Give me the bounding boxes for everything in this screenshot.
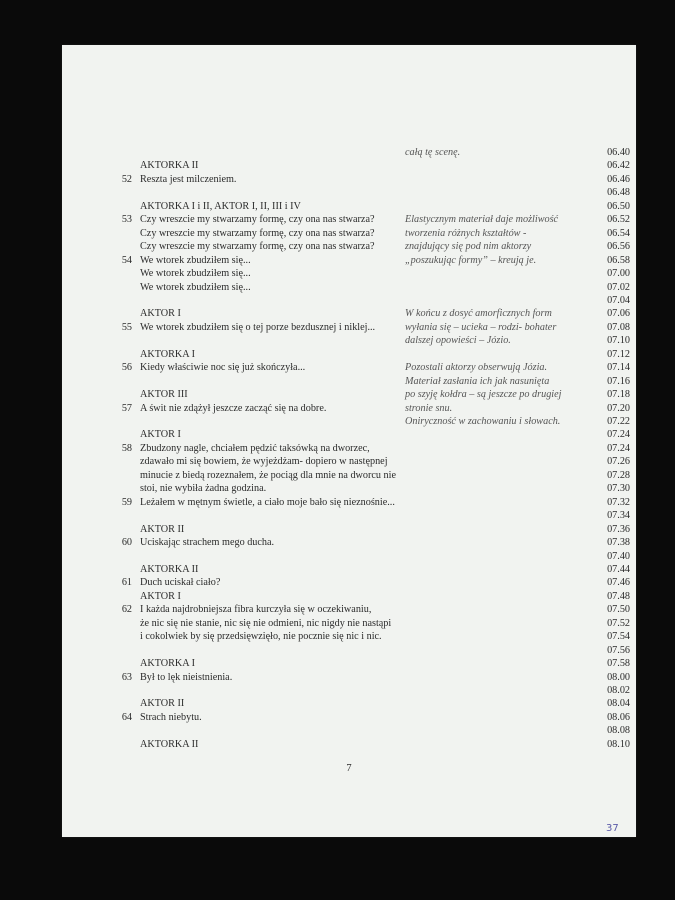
script-row (62, 321, 636, 334)
line-number: 59 (121, 496, 132, 508)
script-text: AKTORKA I (140, 658, 195, 670)
timecode: 06.58 (607, 254, 630, 266)
line-number: 60 (121, 537, 132, 549)
script-row (62, 442, 636, 455)
timecode: 06.54 (607, 227, 630, 239)
script-row (62, 254, 636, 267)
script-text: We wtorek zbudziłem się... (140, 281, 251, 293)
script-row (62, 590, 636, 603)
script-row (62, 227, 636, 240)
line-number: 53 (121, 214, 132, 226)
stage-note: po szyję kołdra – są jeszcze po drugiej (405, 389, 562, 401)
script-text: AKTORKA I i II, AKTOR I, II, III i IV (140, 200, 301, 212)
script-text: że nic się nie stanie, nic się nie odmieni, nic nigdy nie nastąpi (140, 617, 392, 629)
stage-note: całą tę scenę. (405, 147, 461, 158)
script-text: Strach niebytu. (140, 711, 202, 723)
script-text: AKTOR I (140, 429, 181, 441)
script-row (62, 173, 636, 186)
script-row (62, 671, 636, 684)
stage-note: wyłania się – ucieka – rodzi- bohater (405, 321, 557, 333)
timecode: 06.50 (607, 200, 630, 212)
line-number: 56 (121, 362, 132, 374)
timecode: 08.10 (607, 738, 630, 750)
script-row (62, 428, 636, 441)
timecode: 06.42 (607, 160, 630, 172)
script-row (62, 697, 636, 710)
script-row (62, 334, 636, 347)
script-row (62, 482, 636, 495)
stage-note: W końcu z dosyć amorficznych form (405, 308, 552, 320)
timecode: 07.40 (607, 550, 630, 562)
stage-note: Pozostali aktorzy obserwują Józia. (405, 362, 548, 374)
script-row (62, 361, 636, 374)
timecode: 07.34 (607, 510, 630, 522)
script-text: I każda najdrobniejsza fibra kurczyła się w oczekiwaniu, (140, 604, 372, 616)
script-row (62, 630, 636, 643)
line-number: 61 (121, 577, 132, 589)
script-text: zdawało mi się bowiem, że wyjeżdżam- dopiero w następnej (140, 456, 388, 468)
script-text: Czy wreszcie my stwarzamy formę, czy ona nas stwarza? (140, 241, 375, 253)
line-number: 55 (121, 321, 132, 333)
line-number: 63 (121, 671, 132, 683)
script-row (62, 684, 636, 697)
timecode: 07.24 (607, 429, 630, 441)
script-row (62, 402, 636, 415)
timecode: 07.24 (607, 442, 630, 454)
script-row (62, 186, 636, 199)
timecode: 07.12 (607, 348, 630, 360)
script-row (62, 469, 636, 482)
line-number: 64 (121, 711, 132, 723)
script-text: Czy wreszcie my stwarzamy formę, czy ona nas stwarza? (140, 227, 375, 239)
timecode: 07.02 (607, 281, 630, 293)
line-number: 57 (121, 402, 132, 414)
script-row (62, 240, 636, 253)
timecode: 07.04 (607, 294, 630, 306)
stage-note: dalszej opowieści – Józio. (405, 335, 511, 347)
script-row (62, 563, 636, 576)
timecode: 07.22 (607, 416, 630, 427)
stage-note: stronie snu. (405, 402, 453, 414)
timecode: 07.10 (607, 335, 630, 347)
script-row (62, 509, 636, 522)
script-row (62, 711, 636, 724)
script-text: Duch uciskał ciało? (140, 577, 221, 589)
stage-note: „poszukując formy” – kreują je. (405, 254, 537, 266)
script-row (62, 576, 636, 589)
script-text: Leżałem w mętnym świetle, a ciało moje bało się nieznośnie... (140, 496, 395, 508)
script-text: AKTOR I (140, 308, 181, 320)
timecode: 07.20 (607, 402, 630, 414)
timecode: 07.00 (607, 268, 630, 280)
script-row (62, 159, 636, 172)
stage-note: Elastycznym materiał daje możliwość (405, 214, 559, 226)
script-row (62, 200, 636, 213)
timecode: 06.52 (607, 214, 630, 226)
script-text: We wtorek zbudziłem się... (140, 254, 251, 266)
script-text: A świt nie zdążył jeszcze zacząć się na dobre. (140, 402, 327, 414)
script-text: Kiedy właściwie noc się już skończyła... (140, 362, 306, 374)
script-row (62, 617, 636, 630)
script-row (62, 603, 636, 616)
timecode: 08.00 (607, 671, 630, 683)
script-row (62, 375, 636, 388)
timecode: 07.30 (607, 483, 630, 495)
script-text: Był to lęk nieistnienia. (140, 671, 233, 683)
script-text: Reszta jest milczeniem. (140, 173, 237, 185)
script-row (62, 724, 636, 737)
timecode: 07.18 (607, 389, 630, 401)
script-text: AKTORKA II (140, 563, 199, 575)
timecode: 06.40 (607, 147, 630, 158)
script-text: i cokolwiek by się przedsięwzięło, nie pocznie się nic i nic. (140, 631, 382, 643)
handwritten-corner-mark: 37 (606, 823, 619, 834)
script-row (62, 348, 636, 361)
script-row (62, 146, 636, 159)
timecode: 07.58 (607, 658, 630, 670)
timecode: 07.36 (607, 523, 630, 535)
timecode: 06.48 (607, 187, 630, 199)
script-text: minucie z biedą rozeznałem, że pociąg dla mnie na dworcu nie (140, 469, 396, 481)
timecode: 08.04 (607, 698, 630, 710)
timecode: 07.26 (607, 456, 630, 468)
script-page (62, 45, 636, 837)
script-row (62, 657, 636, 670)
script-row (62, 281, 636, 294)
timecode: 07.32 (607, 496, 630, 508)
timecode: 07.16 (607, 375, 630, 387)
script-text: AKTORKA I (140, 348, 195, 360)
timecode: 07.48 (607, 590, 630, 602)
stage-note: znajdujący się pod nim aktorzy (405, 241, 532, 253)
script-text: AKTOR II (140, 523, 185, 535)
timecode: 07.08 (607, 321, 630, 333)
timecode: 08.06 (607, 711, 630, 723)
timecode: 07.44 (607, 563, 630, 575)
timecode: 08.02 (607, 685, 630, 696)
line-number: 62 (121, 604, 132, 616)
stage-note: tworzenia różnych kształtów - (405, 227, 527, 239)
script-text: stoi, nie wybiła żadna godzina. (140, 483, 267, 495)
timecode: 06.46 (607, 173, 630, 185)
timecode: 07.54 (607, 631, 630, 643)
script-text: We wtorek zbudziłem się... (140, 268, 251, 280)
script-row (62, 455, 636, 468)
script-text: AKTORKA II (140, 738, 199, 750)
timecode: 07.46 (607, 577, 630, 589)
script-text: AKTOR I (140, 590, 181, 602)
timecode: 07.56 (607, 644, 630, 656)
timecode: 07.52 (607, 617, 630, 629)
script-row (62, 536, 636, 549)
page-number: 7 (346, 763, 352, 774)
timecode: 07.06 (607, 308, 630, 320)
script-row (62, 496, 636, 509)
script-row (62, 415, 636, 428)
script-row (62, 267, 636, 280)
script-text: Uciskając strachem mego ducha. (140, 537, 275, 549)
line-number: 58 (121, 442, 132, 454)
timecode: 07.14 (607, 362, 630, 374)
line-number: 52 (121, 173, 132, 185)
timecode: 07.50 (607, 604, 630, 616)
script-row (62, 388, 636, 401)
timecode: 07.38 (607, 537, 630, 549)
stage-note: Materiał zasłania ich jak nasunięta (405, 375, 550, 387)
script-row (62, 644, 636, 657)
timecode: 08.08 (607, 725, 630, 737)
timecode: 06.56 (607, 241, 630, 253)
script-row (62, 307, 636, 320)
script-row (62, 294, 636, 307)
script-row (62, 213, 636, 226)
script-row (62, 738, 636, 751)
line-number: 54 (121, 254, 132, 266)
script-text: Zbudzony nagle, chciałem pędzić taksówką na dworzec, (140, 442, 370, 454)
script-text: AKTOR III (140, 389, 188, 401)
script-text: We wtorek zbudziłem się o tej porze bezdusznej i niklej... (140, 321, 376, 333)
script-text: AKTOR II (140, 698, 185, 710)
timecode: 07.28 (607, 469, 630, 481)
script-row (62, 523, 636, 536)
stage-note: Oniryczność w zachowaniu i słowach. (405, 416, 561, 427)
script-row (62, 550, 636, 563)
script-text: AKTORKA II (140, 160, 199, 172)
script-text: Czy wreszcie my stwarzamy formę, czy ona nas stwarza? (140, 214, 375, 226)
